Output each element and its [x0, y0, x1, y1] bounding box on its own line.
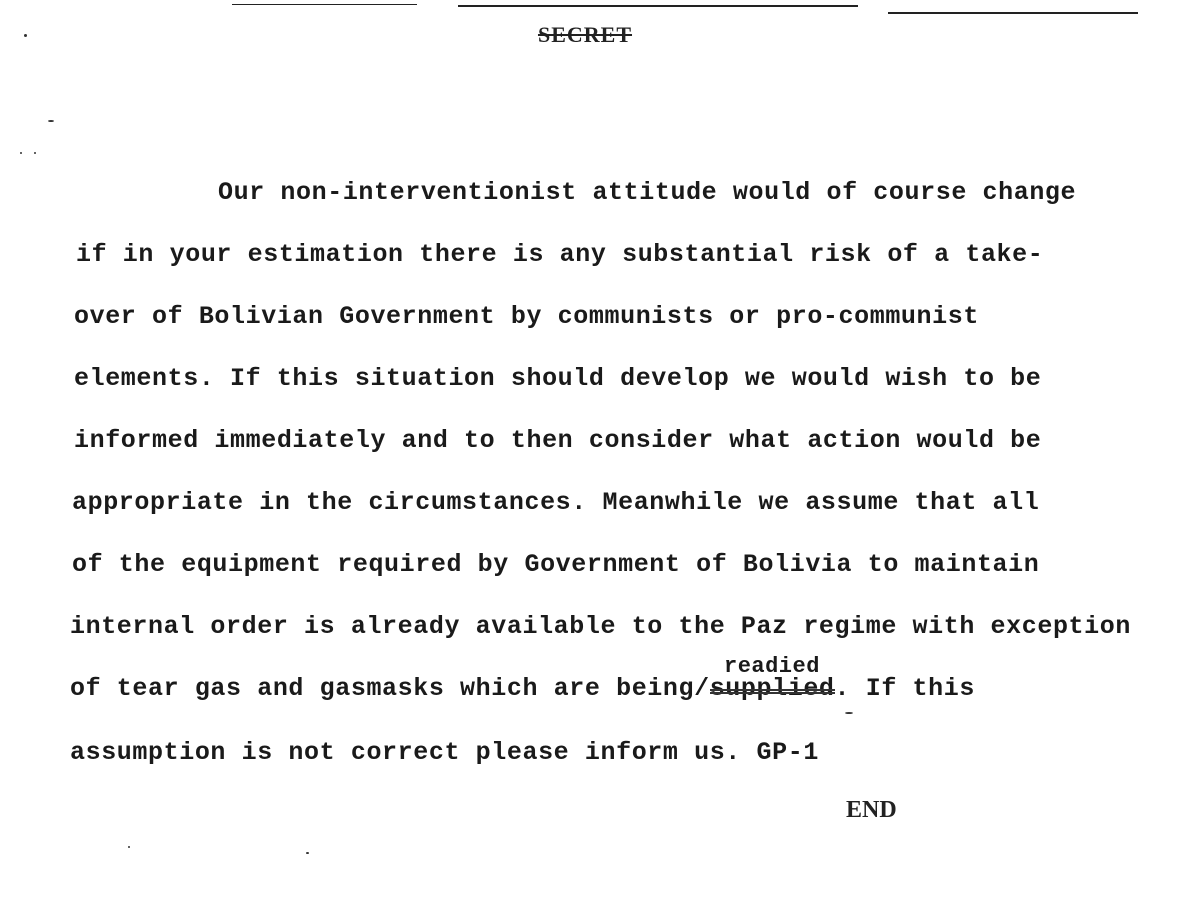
line-9-start: of tear gas and gasmasks which are being/ — [70, 674, 710, 703]
body-line-9 — [70, 674, 975, 704]
top-rule-right — [888, 12, 1138, 14]
scan-speck — [34, 152, 36, 154]
body-line-7: of the equipment required by Government of Bolivia to maintain — [72, 550, 1040, 579]
handwritten-correction: readied — [724, 654, 820, 679]
scan-speck — [20, 152, 22, 154]
body-line-10: assumption is not correct please inform us. GP-1 — [70, 738, 819, 767]
top-rule-middle — [458, 5, 858, 7]
body-line-3: over of Bolivian Government by communists or pro-communist — [74, 302, 979, 331]
body-line-4: elements. If this situation should develop we would wish to be — [74, 364, 1042, 393]
body-line-1: Our non-interventionist attitude would of course change — [218, 178, 1077, 207]
scan-speck — [48, 120, 54, 122]
scan-speck — [845, 712, 853, 714]
line-9-end: . If this — [834, 674, 975, 703]
top-rule-left — [232, 4, 417, 5]
body-line-2: if in your estimation there is any substantial risk of a take- — [76, 240, 1044, 269]
scan-speck — [128, 846, 130, 848]
scan-speck — [24, 34, 27, 37]
classification-marking: SECRET — [537, 22, 633, 47]
scan-speck — [306, 852, 309, 854]
body-line-8: internal order is already available to the Paz regime with exception — [70, 612, 1131, 641]
struck-word: supplied — [709, 674, 835, 703]
end-mark: END — [846, 797, 897, 823]
body-line-5: informed immediately and to then consider what action would be — [74, 426, 1042, 455]
body-line-6: appropriate in the circumstances. Meanwhile we assume that all — [72, 488, 1040, 517]
